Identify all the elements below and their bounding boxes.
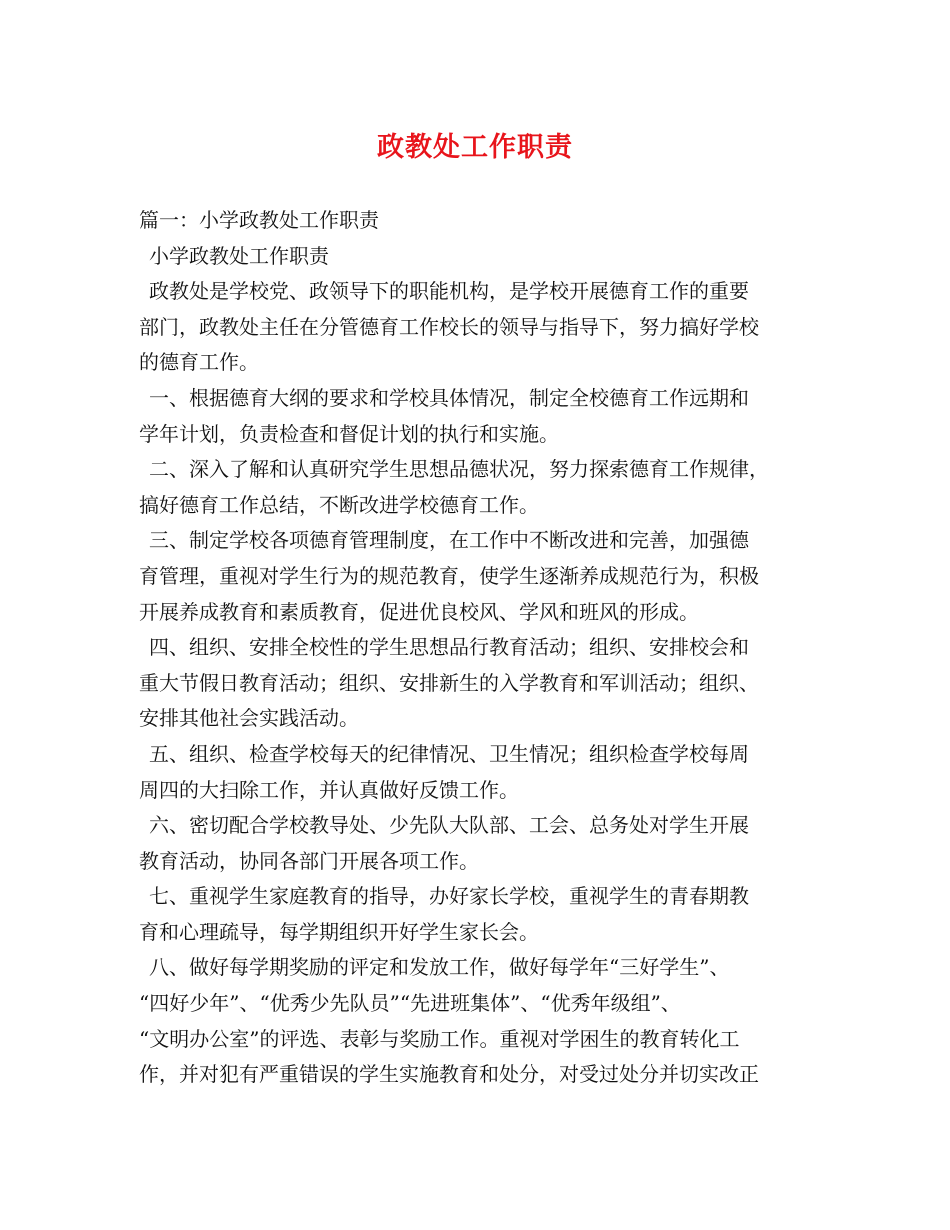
- paragraph-line: 安排其他社会实践活动。: [139, 706, 359, 731]
- paragraph-line: “文明办公室”的评选、表彰与奖励工作。重视对学困生的教育转化工: [139, 1026, 740, 1051]
- paragraph-line: 育和心理疏导，每学期组织开好学生家长会。: [139, 919, 539, 944]
- paragraph-line: 四、组织、安排全校性的学生思想品行教育活动；组织、安排校会和: [149, 635, 749, 660]
- paragraph-line: 七、重视学生家庭教育的指导，办好家长学校，重视学生的青春期教: [149, 884, 749, 909]
- paragraph-line: 重大节假日教育活动；组织、安排新生的入学教育和军训活动；组织、: [139, 670, 759, 695]
- paragraph-line: 的德育工作。: [139, 350, 259, 375]
- paragraph-line: 二、深入了解和认真研究学生思想品德状况，努力探索德育工作规律，: [149, 457, 769, 482]
- paragraph-line: 六、密切配合学校教导处、少先队大队部、工会、总务处对学生开展: [149, 813, 749, 838]
- paragraph-line: 搞好德育工作总结，不断改进学校德育工作。: [139, 492, 539, 517]
- paragraph-line: 学年计划，负责检查和督促计划的执行和实施。: [139, 421, 559, 446]
- paragraph-line: 部门，政教处主任在分管德育工作校长的领导与指导下，努力搞好学校: [139, 314, 759, 339]
- paragraph-line: 政教处是学校党、政领导下的职能机构，是学校开展德育工作的重要: [149, 279, 749, 304]
- paragraph-line: 开展养成教育和素质教育，促进优良校风、学风和班风的形成。: [139, 599, 699, 624]
- paragraph-line: “四好少年”、“优秀少先队员”“先进班集体”、“优秀年级组”、: [139, 991, 681, 1016]
- document-body: [139, 203, 819, 1093]
- paragraph-line: 周四的大扫除工作，并认真做好反馈工作。: [139, 777, 519, 802]
- paragraph-line: 作，并对犯有严重错误的学生实施教育和处分，对受过处分并切实改正: [139, 1062, 759, 1087]
- paragraph-line: 五、组织、检查学校每天的纪律情况、卫生情况；组织检查学校每周: [149, 741, 749, 766]
- paragraph-line: 育管理，重视对学生行为的规范教育，使学生逐渐养成规范行为，积极: [139, 563, 759, 588]
- paragraph-line: 篇一：小学政教处工作职责: [139, 208, 379, 232]
- paragraph-line: 三、制定学校各项德育管理制度，在工作中不断改进和完善，加强德: [149, 528, 749, 553]
- document-title: 政教处工作职责: [377, 132, 573, 163]
- paragraph-line: 八、做好每学期奖励的评定和发放工作，做好每学年“三好学生”、: [149, 955, 730, 980]
- paragraph-line: 一、根据德育大纲的要求和学校具体情况，制定全校德育工作远期和: [149, 385, 749, 410]
- paragraph-line: 教育活动，协同各部门开展各项工作。: [139, 848, 479, 873]
- paragraph-line: 小学政教处工作职责: [149, 243, 329, 268]
